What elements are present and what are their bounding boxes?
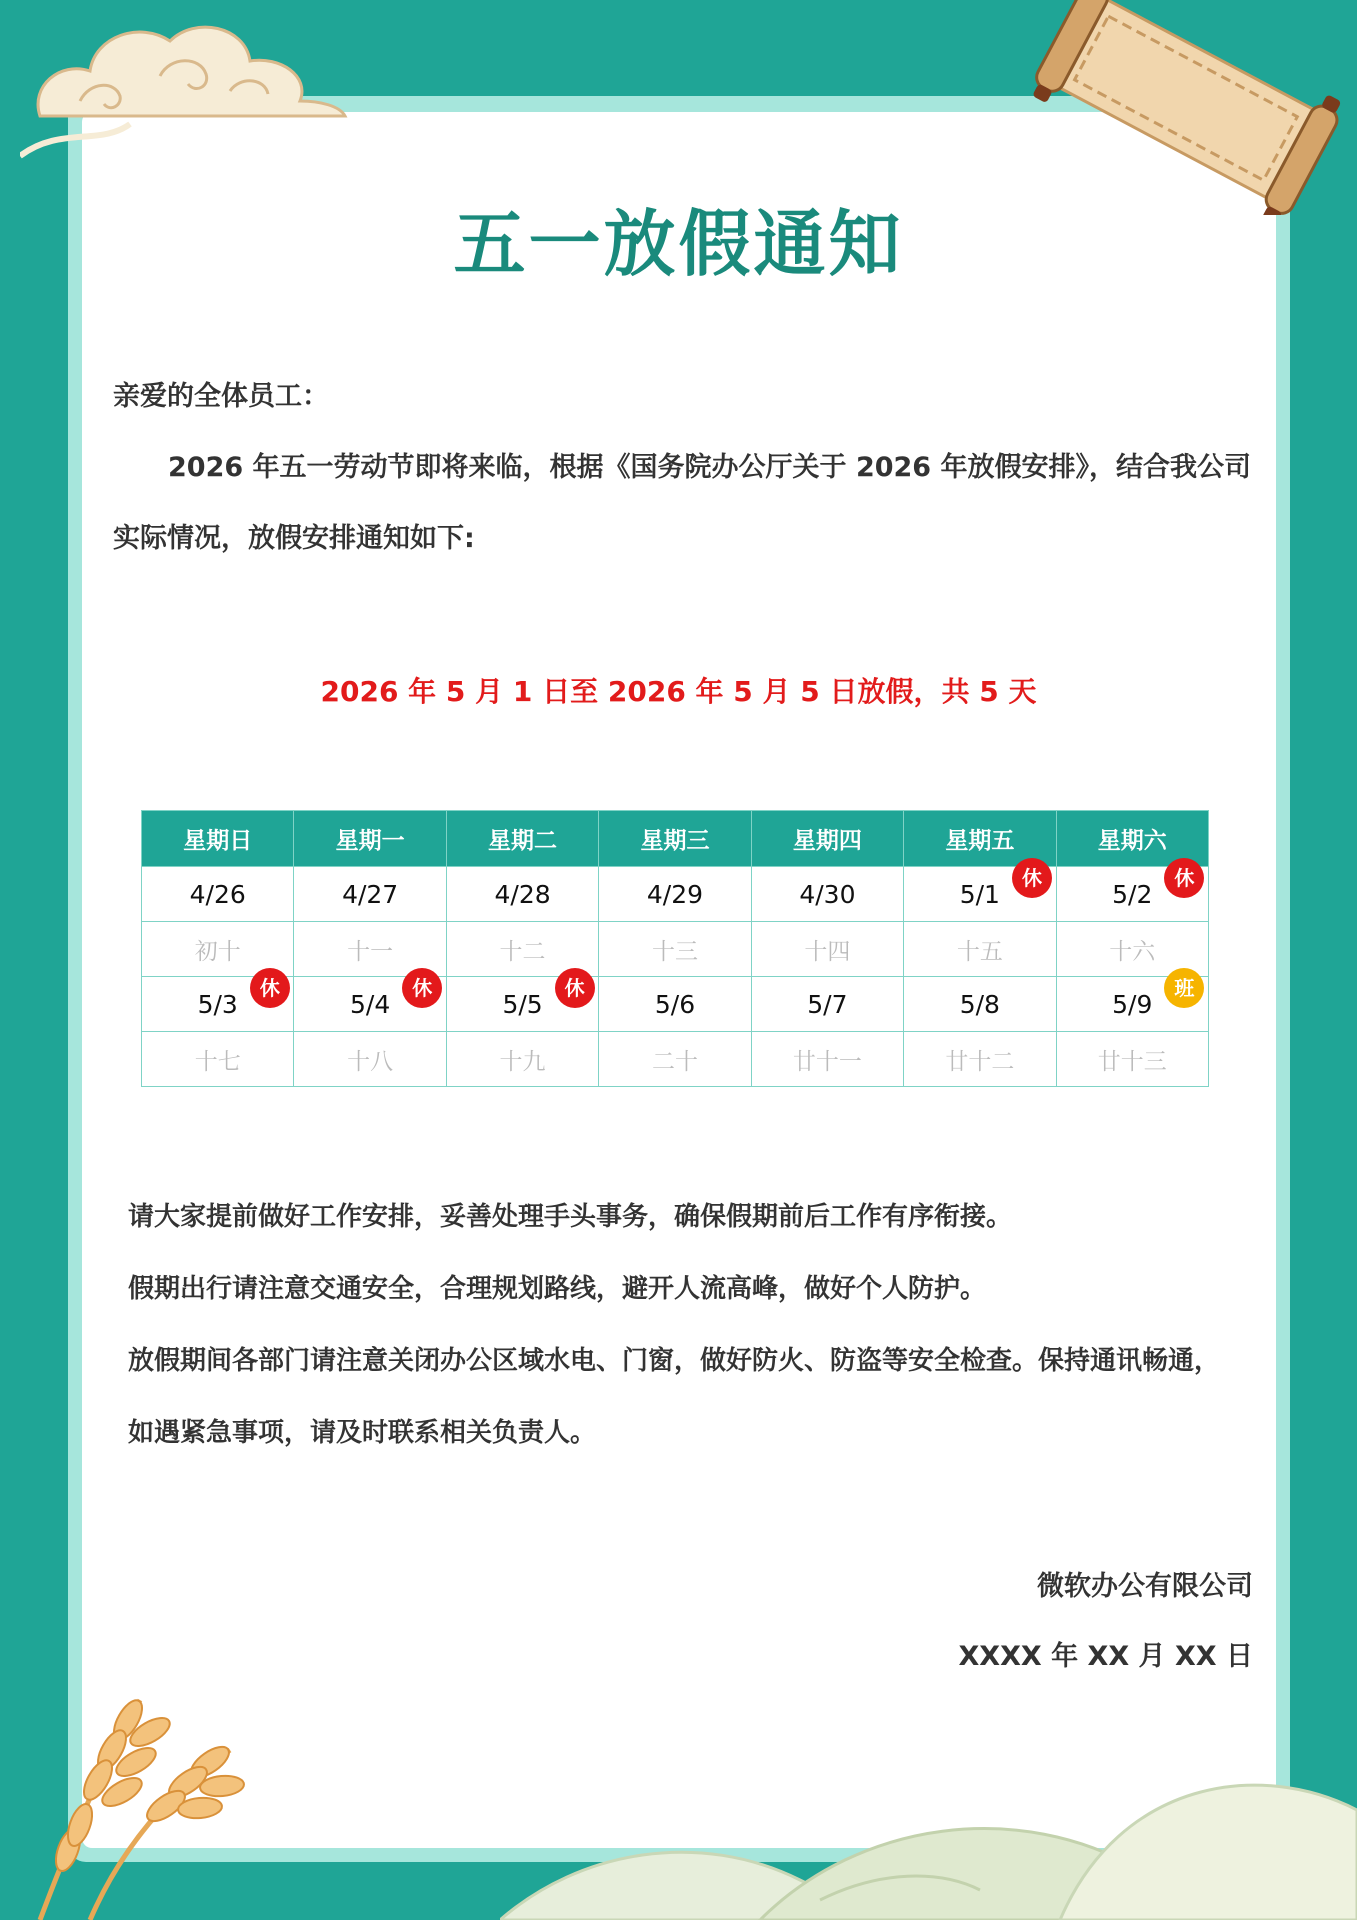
lunar-date-cell: 十六 — [1056, 922, 1208, 977]
holiday-calendar — [141, 810, 1209, 1087]
intro-line-1: 2026 年五一劳动节即将来临，根据《国务院办公厅关于 2026 年放假安排》，结合我公司 — [168, 452, 1251, 483]
calendar-date-cell — [142, 977, 294, 1032]
calendar-date-row — [142, 867, 1209, 922]
lunar-date-cell: 十二 — [446, 922, 598, 977]
calendar-date — [807, 990, 847, 1019]
calendar-date-label: 4/26 — [189, 879, 246, 909]
intro-line-2: 实际情况，放假安排通知如下: — [113, 523, 475, 554]
lunar-date-cell: 廿十三 — [1056, 1032, 1208, 1087]
calendar-date — [190, 880, 246, 909]
calendar-date-label: 4/27 — [342, 879, 399, 909]
calendar-date — [647, 880, 703, 909]
weekday-header: 星期日 — [142, 811, 294, 867]
calendar-date-cell — [904, 977, 1056, 1032]
calendar-date-label: 5/3 — [197, 989, 238, 1019]
calendar-date-label: 5/2 — [1112, 879, 1153, 909]
note-line-4: 如遇紧急事项，请及时联系相关负责人。 — [128, 1418, 597, 1448]
lunar-date-cell: 十五 — [904, 922, 1056, 977]
calendar-date-label: 5/5 — [502, 989, 543, 1019]
calendar-date — [502, 975, 585, 1019]
calendar-date — [655, 990, 695, 1019]
rest-day-badge: 休 — [1012, 858, 1052, 898]
lunar-date-cell: 廿十二 — [904, 1032, 1056, 1087]
rest-day-badge: 休 — [250, 968, 290, 1008]
calendar-date-label: 4/28 — [494, 879, 551, 909]
note-line-3: 放假期间各部门请注意关闭办公区域水电、门窗，做好防火、防盗等安全检查。保持通讯畅通， — [128, 1346, 1221, 1376]
calendar-date-label: 5/1 — [959, 879, 1000, 909]
greeting: 亲爱的全体员工： — [113, 381, 329, 412]
calendar-date — [959, 865, 1042, 909]
page-title: 五一放假通知 — [453, 202, 904, 286]
holiday-period: 2026 年 5 月 1 日至 2026 年 5 月 5 日放假，共 5 天 — [320, 675, 1037, 708]
calendar-date-label: 5/8 — [959, 989, 1000, 1019]
lunar-date-cell: 二十 — [599, 1032, 751, 1087]
calendar-date-label: 5/7 — [807, 989, 848, 1019]
lunar-date-cell: 廿十一 — [751, 1032, 903, 1087]
rest-day-badge: 休 — [555, 968, 595, 1008]
lunar-date-cell: 初十 — [142, 922, 294, 977]
weekday-header: 星期四 — [751, 811, 903, 867]
lunar-date-cell: 十九 — [446, 1032, 598, 1087]
calendar-date-row — [142, 977, 1209, 1032]
calendar-date — [1112, 975, 1195, 1019]
cloud-decoration-icon — [20, 6, 350, 176]
hills-decoration-icon — [500, 1740, 1357, 1920]
lunar-date-cell: 十四 — [751, 922, 903, 977]
signature-date: XXXX 年 XX 月 XX 日 — [958, 1641, 1253, 1672]
calendar-date-label: 5/4 — [350, 989, 391, 1019]
note-line-1: 请大家提前做好工作安排，妥善处理手头事务，确保假期前后工作有序衔接。 — [128, 1202, 1013, 1232]
calendar-date-cell — [294, 867, 446, 922]
calendar-date — [342, 880, 398, 909]
lunar-date-cell: 十一 — [294, 922, 446, 977]
calendar-date-cell — [446, 867, 598, 922]
calendar-date-cell — [751, 977, 903, 1032]
lunar-date-cell: 十八 — [294, 1032, 446, 1087]
calendar-lunar-row — [142, 922, 1209, 977]
rest-day-badge: 休 — [1164, 858, 1204, 898]
weekday-header: 星期一 — [294, 811, 446, 867]
lunar-date-cell: 十三 — [599, 922, 751, 977]
calendar-date-label: 4/29 — [646, 879, 704, 909]
weekday-header: 星期六 — [1056, 811, 1208, 867]
calendar-date-label: 4/30 — [799, 879, 856, 909]
weekday-header: 星期二 — [446, 811, 598, 867]
workday-badge: 班 — [1164, 968, 1204, 1008]
note-line-2: 假期出行请注意交通安全，合理规划路线，避开人流高峰，做好个人防护。 — [128, 1274, 987, 1304]
calendar-date-cell — [294, 977, 446, 1032]
rest-day-badge: 休 — [402, 968, 442, 1008]
calendar-date — [960, 990, 1000, 1019]
calendar-date-cell — [599, 867, 751, 922]
weekday-header: 星期三 — [599, 811, 751, 867]
scroll-decoration-icon — [1018, 0, 1357, 215]
weekday-header-row — [142, 811, 1209, 867]
calendar-date-label: 5/6 — [654, 989, 696, 1019]
calendar-date-cell — [1056, 977, 1208, 1032]
calendar-date-cell — [1056, 867, 1208, 922]
calendar-date-cell — [751, 867, 903, 922]
calendar-date-cell — [599, 977, 751, 1032]
calendar-lunar-row — [142, 1032, 1209, 1087]
calendar-date — [799, 880, 855, 909]
company-name: 微软办公有限公司 — [1037, 1571, 1253, 1602]
wheat-decoration-icon — [0, 1640, 300, 1920]
calendar-date-label: 5/9 — [1112, 989, 1153, 1019]
calendar-date — [494, 880, 550, 909]
calendar-date — [1112, 865, 1195, 909]
lunar-date-cell: 十七 — [142, 1032, 294, 1087]
calendar-date-cell — [904, 867, 1056, 922]
weekday-header: 星期五 — [904, 811, 1056, 867]
calendar-date-cell — [446, 977, 598, 1032]
calendar-date-cell — [142, 867, 294, 922]
calendar-date — [197, 975, 280, 1019]
calendar-date — [350, 975, 433, 1019]
